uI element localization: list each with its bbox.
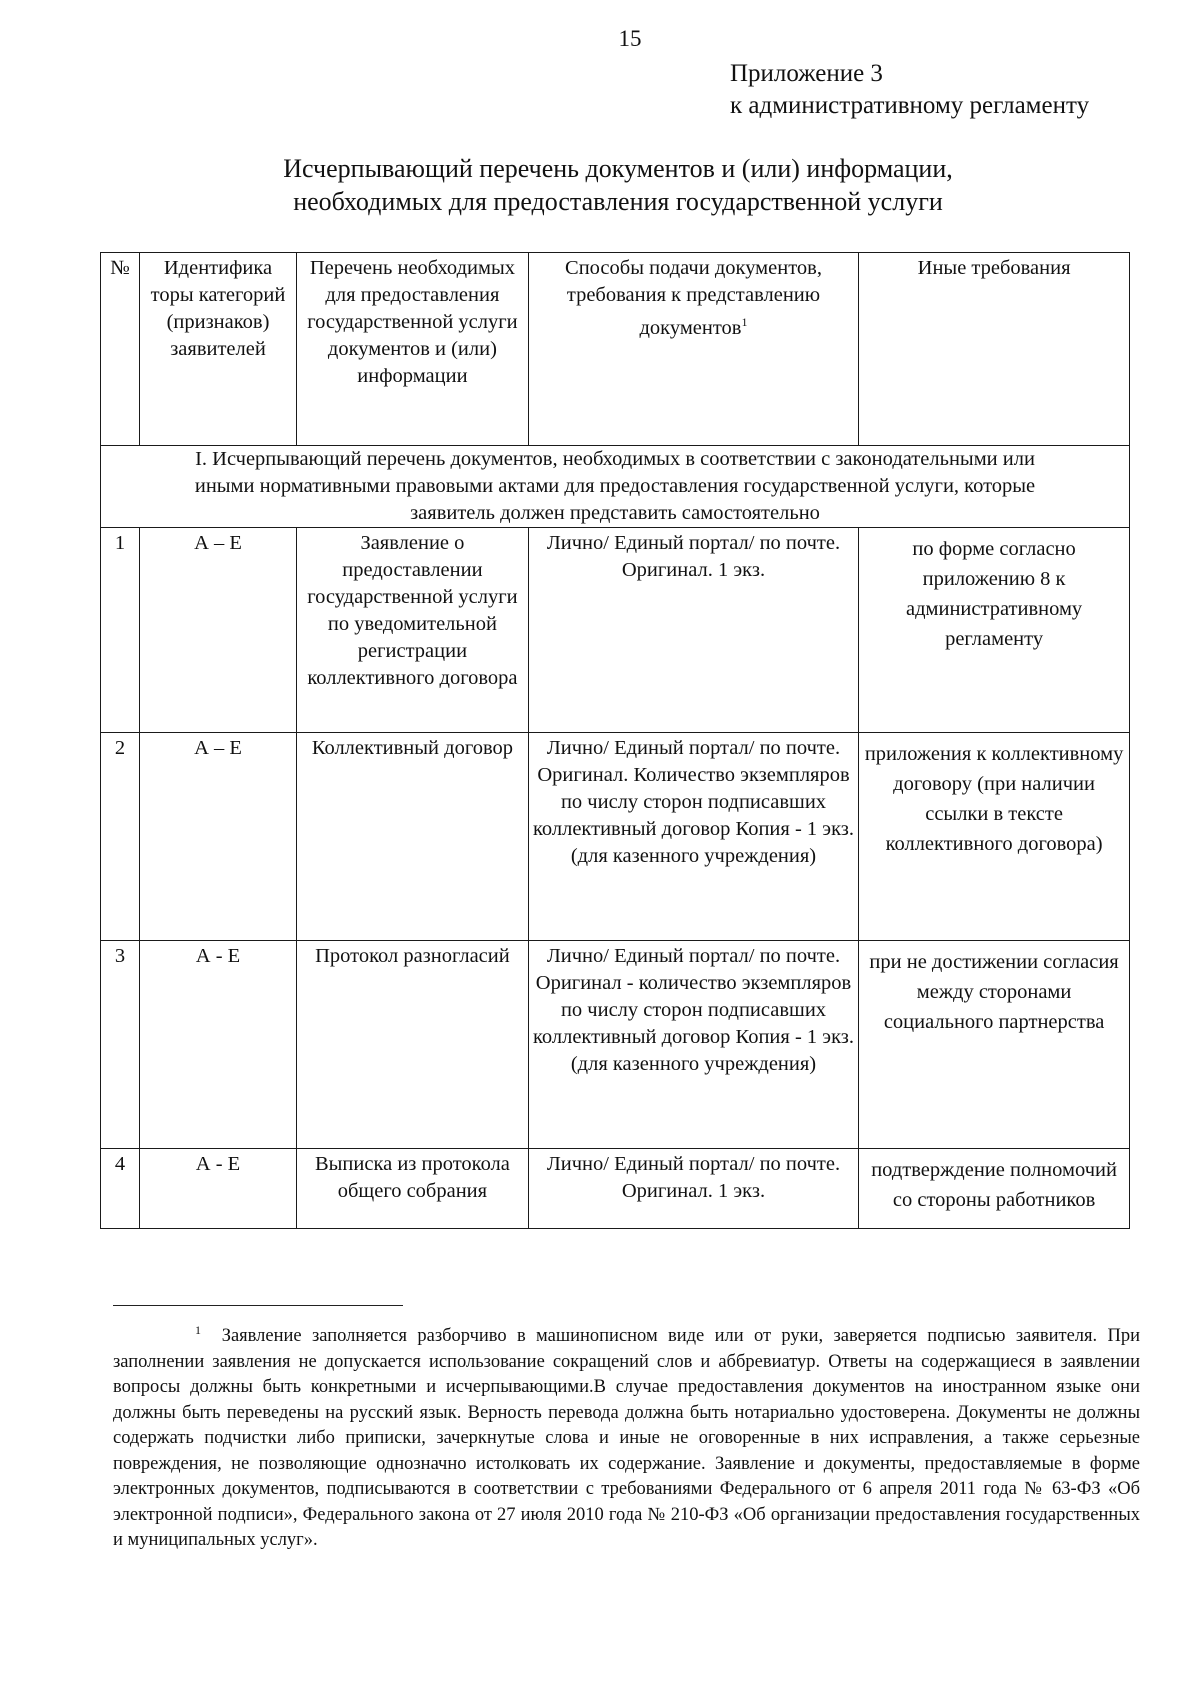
row-document: Коллективный договор <box>297 733 529 941</box>
section-row <box>101 446 1130 528</box>
appendix-heading <box>730 58 1089 122</box>
row-submission-method: Лично/ Единый портал/ по почте. Оригинал. 1 экз. <box>528 1149 858 1229</box>
row-number: 3 <box>101 941 140 1149</box>
row-applicant-id: А – Е <box>139 528 296 733</box>
row-applicant-id: А - Е <box>139 941 296 1149</box>
row-document: Заявление о предоставлении государственной услуги по уведомительной регистрации коллективного договора <box>297 528 529 733</box>
row-applicant-id: А - Е <box>139 1149 296 1229</box>
section-heading <box>101 446 1130 528</box>
section-line-2: иными нормативными правовыми актами для предоставления государственной услуги, которые <box>194 475 1036 497</box>
section-line-3: заявитель должен представить самостоятельно <box>410 502 820 524</box>
row-document: Протокол разногласий <box>297 941 529 1149</box>
row-number: 2 <box>101 733 140 941</box>
footnote-ref: 1 <box>741 315 748 329</box>
section-line-1: I. Исчерпывающий перечень документов, необходимых в соответствии с законодательными или <box>195 448 1035 470</box>
table-row <box>101 1149 1130 1229</box>
table-row <box>101 528 1130 733</box>
document-title <box>118 152 1118 218</box>
row-document: Выписка из протокола общего собрания <box>297 1149 529 1229</box>
footnote-marker: 1 <box>195 1323 201 1337</box>
row-submission-method: Лично/ Единый портал/ по почте. Оригинал - количество экземпляров по числу сторон подписавших коллективный договор Копия - 1 экз. (для казенного учреждения) <box>528 941 858 1149</box>
row-requirements: по форме согласно приложению 8 к административному регламенту <box>859 528 1130 733</box>
page-number: 15 <box>618 26 642 51</box>
footnote-text: Заявление заполняется разборчиво в машинописном виде или от руки, заверяется подписью заявителя. При заполнении заявления не допускается использование сокращений слов и аббревиатур. Ответы на содержащиеся в заявлении вопросы должны быть конкретными и исчерпывающими.В случае предоставления документов на иностранном языке они должны быть переведены на русский язык. Верность перевода должна быть нотариально удостоверена. Документы не должны содержать подчистки либо приписки, зачеркнутые слова и иные не оговоренные в них исправления, а также серьезные повреждения, не позволяющие однозначно истолковать их содержание. Заявление и документы, предоставляемые в форме электронных документов, подписываются в соответствии с требованиями Федерального от 6 апреля 2011 года № 63-ФЗ «Об электронной подписи», Федерального закона от 27 июля 2010 года № 210-ФЗ «Об организации предоставления государственных и муниципальных услуг». <box>113 1326 1141 1551</box>
row-requirements: при не достижении согласия между сторонами социального партнерства <box>859 941 1130 1149</box>
footnote <box>113 1318 1140 1554</box>
header-number: № <box>101 253 140 446</box>
title-line-2: необходимых для предоставления государственной услуги <box>293 187 943 216</box>
table-header-row <box>101 253 1130 446</box>
row-number: 4 <box>101 1149 140 1229</box>
row-submission-method: Лично/ Единый портал/ по почте. Оригинал. 1 экз. <box>528 528 858 733</box>
documents-table <box>100 252 1130 1229</box>
table-row <box>101 941 1130 1149</box>
header-submission-methods <box>528 253 858 446</box>
row-submission-method: Лично/ Единый портал/ по почте. Оригинал. Количество экземпляров по числу сторон подписавших коллективный договор Копия - 1 экз. (для казенного учреждения) <box>528 733 858 941</box>
appendix-line-2: к административному регламенту <box>730 92 1090 119</box>
header-document-list: Перечень необходимых для предоставления государственной услуги документов и (или) информации <box>297 253 529 446</box>
table-row <box>101 733 1130 941</box>
header-other-requirements: Иные требования <box>859 253 1130 446</box>
header-submission-methods-text: Способы подачи документов, требования к представлению документов <box>565 257 822 339</box>
appendix-line-1: Приложение 3 <box>730 60 883 87</box>
footnote-divider <box>113 1305 403 1306</box>
title-line-1: Исчерпывающий перечень документов и (или) информации, <box>283 154 953 183</box>
row-requirements: приложения к коллективному договору (при наличии ссылки в тексте коллективного договора) <box>859 733 1130 941</box>
row-number: 1 <box>101 528 140 733</box>
row-applicant-id: А – Е <box>139 733 296 941</box>
row-requirements: подтверждение полномочий со стороны работников <box>859 1149 1130 1229</box>
header-applicant-identifiers: Идентифика торы категорий (признаков) заявителей <box>139 253 296 446</box>
